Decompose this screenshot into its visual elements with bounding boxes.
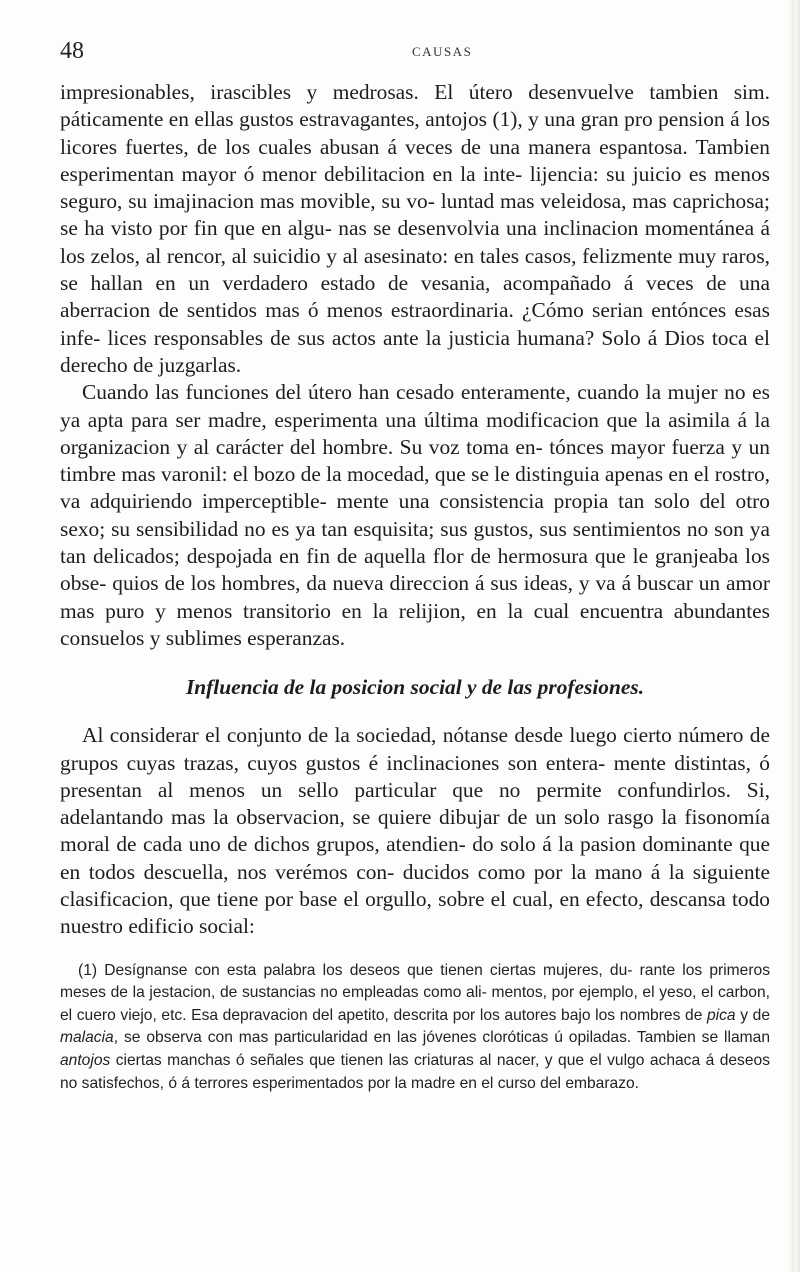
- page-number: 48: [60, 38, 84, 64]
- page-header: [60, 38, 770, 64]
- section-title: Influencia de la posicion social y de las profesiones.: [185, 675, 645, 700]
- footnote-text-3: , se observa con mas particularidad en las jóvenes cloróticas ú opiladas. Tambien se llaman: [113, 1029, 770, 1047]
- footnote-text-4: ciertas manchas ó señales que tienen las criaturas al nacer, y que el vulgo achaca á deseos no satisfechos, ó á terrores esperimentados por la madre en el curso del embarazo.: [60, 1051, 770, 1092]
- page-edge-shadow: [788, 0, 800, 1272]
- footnote-term-malacia: malacia: [60, 1029, 114, 1047]
- footnote-term-pica: pica: [707, 1006, 736, 1024]
- footnote-term-antojos: antojos: [60, 1051, 111, 1069]
- body-text: [60, 79, 770, 1095]
- paragraph-2: Cuando las funciones del útero han cesado enteramente, cuando la mujer no es ya apta para ser madre, esperimenta una última modificacion que la asimila á la organizacion y al carácter del hombre. Su voz toma en- tónces mayor fuerza y un timbre mas varonil: el bozo de la mocedad, que se le distinguia apenas en el rostro, va adquiriendo imperceptible- mente una consistencia propia tan solo del otro sexo; su sensibilidad no es ya tan esquisita; sus gustos, sus sentimientos no son ya tan delicados; despojada en fin de aquella flor de hermosura que le granjeaba los obse- quios de los hombres, da nueva direccion á sus ideas, y va á buscar un amor mas puro y menos transitorio en la relijion, en la cual encuentra abundantes consuelos y sublimes esperanzas.: [60, 380, 770, 650]
- running-head: CAUSAS: [412, 44, 473, 59]
- footnote: [60, 960, 770, 1096]
- paragraph-1: impresionables, irascibles y medrosas. El útero desenvuelve tambien sim. páticamente en ellas gustos estravagantes, antojos (1), y una gran pro pension á los licores fuertes, de los cuales abusan á veces de una manera espantosa. Tambien esperimentan mayor ó menor debilitacion en la inte- lijencia: su juicio es menos seguro, su imajinacion mas movible, su vo- luntad mas veleidosa, mas caprichosa; se ha visto por fin que en algu- nas se desenvolvia una inclinacion momentánea á los zelos, al rencor, al suicidio y al asesinato: en tales casos, felizmente muy raros, se hallan en un verdadero estado de vesania, acompañado á veces de una aberracion de sentidos mas ó menos estraordinaria. ¿Cómo serian entónces esas infe- lices responsables de sus actos ante la justicia humana? Solo á Dios toca el derecho de juzgarlas.: [60, 80, 770, 377]
- footnote-text-2: y de: [735, 1006, 771, 1024]
- footnote-text-1: (1) Desígnanse con esta palabra los deseos que tienen ciertas mujeres, du- rante los primeros meses de la jestacion, de sustancias no empleadas como ali- mentos, por ejemplo, el yeso, el carbon, el cuero viejo, etc. Esa depravacion del apetito, descrita por los autores bajo los nombres de: [60, 961, 770, 1024]
- paragraph-3: Al considerar el conjunto de la sociedad, nótanse desde luego cierto número de grupos cuyas trazas, cuyos gustos é inclinaciones son entera- mente distintas, ó presentan al menos un sello particular que no permite confundirlos. Si, adelantando mas la observacion, se quiere dibujar de un solo rasgo la fisonomía moral de cada uno de dichos grupos, atendien- do solo á la pasion dominante que en todos descuella, nos verémos con- ducidos como por la mano á la siguiente clasificacion, que tiene por base el orgullo, sobre el cual, en efecto, descansa todo nuestro edificio social:: [60, 723, 770, 939]
